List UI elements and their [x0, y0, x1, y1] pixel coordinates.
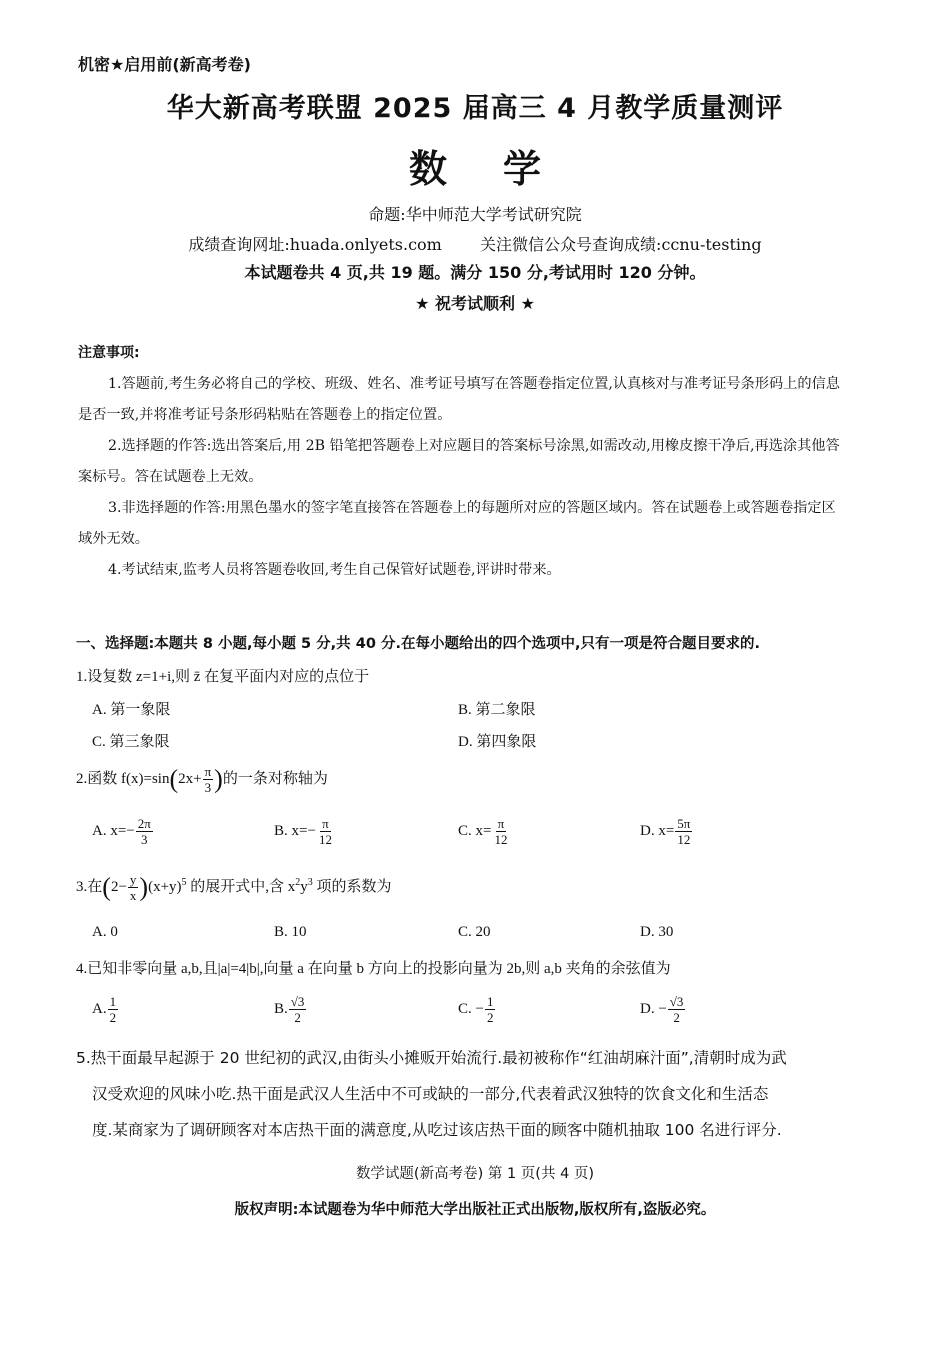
notice-list [78, 369, 848, 586]
author-line: 命题:华中师范大学考试研究院 [368, 205, 582, 224]
q2-text-end: 的一条对称轴为 [222, 770, 328, 787]
q1-option-b: B. 第二象限 [458, 702, 536, 718]
q2-option-d: D. x= $\frac{5\pi}{12}$ [640, 816, 691, 847]
q4-option-a: A. $\frac{1}{2}$ [92, 994, 117, 1025]
copyright-text: 本试题卷为华中师范大学出版社正式出版物,版权所有,盗版必究。 [298, 1202, 716, 1218]
q5-line: 度.某商家为了调研顾客对本店热干面的满意度,从吃过该店热干面的顾客中随机抽取 100 名进行评分. [92, 1121, 782, 1139]
q2-text: 2.函数 f(x)=sin [76, 770, 170, 787]
fraction: $\frac{\pi}{3}$ [204, 764, 212, 795]
score-site: 成绩查询网址:huada.onlyets.com [188, 235, 442, 254]
notice-item: 3.非选择题的作答:用黑色墨水的签字笔直接答在答题卷上的每题所对应的答题区域内。答在试题卷上或答题卷指定区域外无效。 [78, 500, 836, 547]
q2-option-b: B. x=− $\frac{\pi}{12}$ [274, 816, 332, 847]
wechat-info: 关注微信公众号查询成绩:ccnu-testing [480, 235, 762, 254]
q1-option-c: C. 第三象限 [92, 734, 170, 750]
q2-option-c: C. x= $\frac{\pi}{12}$ [458, 816, 508, 847]
q4-option-d: D. − $\frac{√3}{2}$ [640, 994, 684, 1025]
notice-heading: 注意事项: [78, 345, 140, 361]
q5-line: 5.热干面最早起源于 20 世纪初的武汉,由街头小摊贩开始流行.最初被称作“红油胡麻汁面”,清朝时成为武 [76, 1049, 787, 1067]
notice-item: 2.选择题的作答:选出答案后,用 2B 铅笔把答题卷上对应题目的答案标号涂黑,如需改动,用橡皮擦干净后,再选涂其他答案标号。答在试题卷上无效。 [78, 438, 840, 485]
q1-option-a: A. 第一象限 [92, 702, 171, 718]
copyright-label: 版权声明: [234, 1202, 299, 1218]
q5-line: 汉受欢迎的风味小吃.热干面是武汉人生活中不可或缺的一部分,代表着武汉独特的饮食文化和生活态 [92, 1085, 769, 1103]
notice-item: 4.考试结束,监考人员将答题卷收回,考生自己保管好试题卷,评讲时带来。 [108, 562, 561, 578]
question-4-stem: 4.已知非零向量 a,b,且|a|=4|b|,向量 a 在向量 b 方向上的投影向量为 2b,则 a,b 夹角的余弦值为 [76, 961, 671, 977]
question-3-stem: 3.在(2− $\frac{y}{x}$ )$(x+y)^5$ 的展开式中,含 $x^2y^3$ 项的系数为 [76, 872, 392, 903]
q2-option-a: A. x=− $\frac{2\pi}{3}$ [92, 816, 151, 847]
page-footer: 数学试题(新高考卷) 第 1 页(共 4 页) [355, 1166, 595, 1182]
confidential-label: 机密★启用前(新高考卷) [78, 55, 251, 74]
question-5-text [76, 1040, 866, 1148]
notice-item: 1.答题前,考生务必将自己的学校、班级、姓名、准考证号填写在答题卷指定位置,认真核对与准考证号条形码上的信息是否一致,并将准考证号条形码粘贴在答题卷上的指定位置。 [78, 376, 840, 423]
question-2-stem: 2.函数 f(x)=sin(2x+ $\frac{\pi}{3}$ )的一条对称轴为 [76, 764, 328, 795]
exam-info: 本试题卷共 4 页,共 19 题。满分 150 分,考试用时 120 分钟。 [244, 263, 706, 282]
subject-title: 数学 [408, 147, 597, 191]
q3-option-b: B. 10 [274, 924, 307, 940]
good-luck-line: ★ 祝考试顺利 ★ [415, 294, 535, 313]
contact-line [0, 232, 950, 255]
exam-title: 华大新高考联盟 2025 届高三 4 月教学质量测评 [166, 93, 784, 124]
q1-option-d: D. 第四象限 [458, 734, 537, 750]
q4-option-b: B. $\frac{√3}{2}$ [274, 994, 305, 1025]
copyright-notice [0, 1198, 950, 1219]
q3-option-c: C. 20 [458, 924, 491, 940]
section-heading: 一、选择题:本题共 8 小题,每小题 5 分,共 40 分.在每小题给出的四个选项中,只有一项是符合题目要求的. [76, 636, 760, 652]
question-1-stem: 1.设复数 z=1+i,则 z̄ 在复平面内对应的点位于 [76, 669, 370, 685]
q3-option-d: D. 30 [640, 924, 674, 940]
q3-option-a: A. 0 [92, 924, 118, 940]
q2-arg: 2x+ [178, 770, 202, 787]
q4-option-c: C. − $\frac{1}{2}$ [458, 994, 494, 1025]
